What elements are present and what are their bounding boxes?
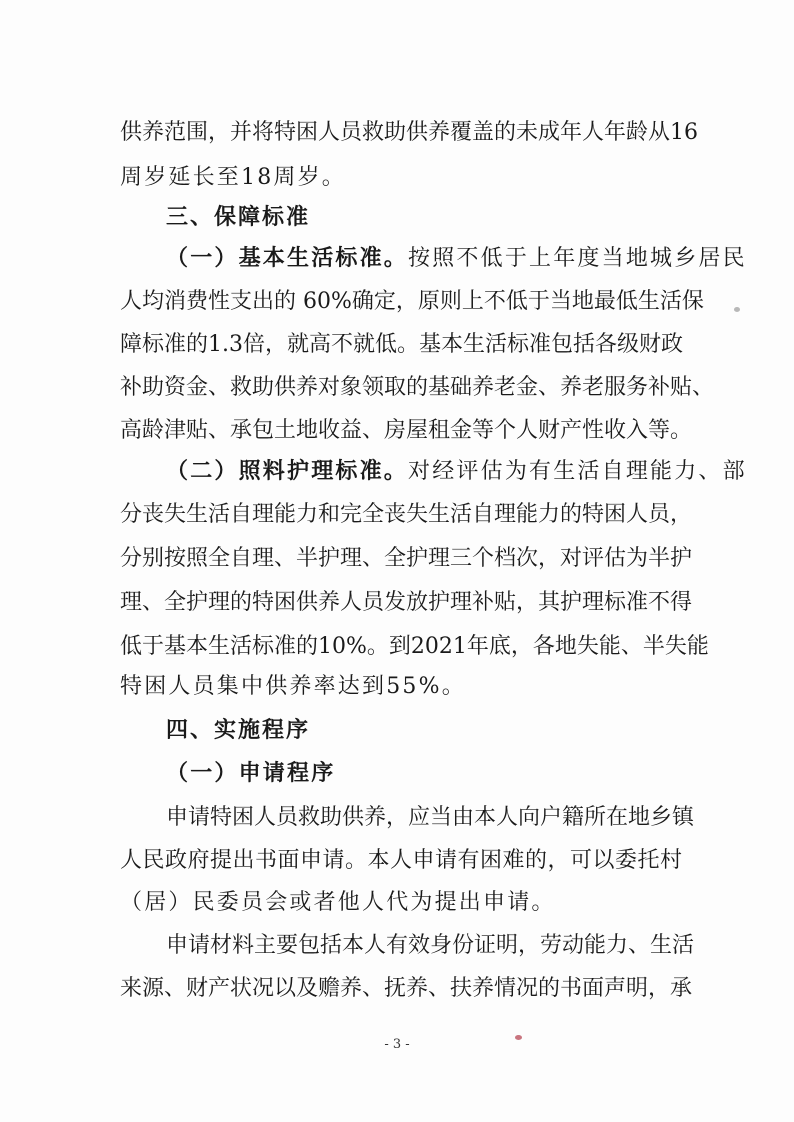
paragraph-line: 人民政府提出书面申请。本人申请有困难的，可以委托村: [120, 848, 682, 873]
paragraph-line: 申请材料主要包括本人有效身份证明，劳动能力、生活: [166, 933, 695, 958]
scan-speck: [515, 1035, 522, 1040]
paragraph-line: 分别按照全自理、半护理、全护理三个档次，对评估为半护: [120, 546, 693, 571]
subsection-title: （一）基本生活标准。: [166, 246, 409, 271]
paragraph-line: 理、全护理的特困供养人员发放护理补贴，其护理标准不得: [120, 590, 693, 615]
paragraph-line: 高龄津贴、承包土地收益、房屋租金等个人财产性收入等。: [120, 418, 693, 443]
paragraph-line: 申请特困人员救助供养，应当由本人向户籍所在地乡镇: [166, 805, 695, 830]
page-number: - 3 -: [384, 1037, 410, 1052]
paragraph-line: [166, 457, 747, 487]
subsection-title: （二）照料护理标准。: [166, 459, 409, 484]
paragraph-text: 对经评估为有生活自理能力、部: [408, 459, 747, 484]
paragraph-line: 特困人员集中供养率达到55%。: [120, 674, 466, 699]
section-heading: 四、实施程序: [166, 718, 311, 743]
paragraph-line: [166, 244, 747, 274]
paragraph-line: 低于基本生活标准的10%。到2021年底，各地失能、半失能: [120, 634, 709, 659]
paragraph-line: （居）民委员会或者他人代为提出申请。: [120, 890, 556, 915]
paragraph-line: 分丧失生活自理能力和完全丧失生活自理能力的特困人员，: [120, 502, 693, 527]
paragraph-line: 障标准的1.3倍，就高不就低。基本生活标准包括各级财政: [120, 332, 683, 357]
section-heading: 三、保障标准: [166, 205, 311, 230]
paragraph-line: 人均消费性支出的 60%确定，原则上不低于当地最低生活保: [120, 289, 704, 314]
paragraph-line: 补助资金、救助供养对象领取的基础养老金、养老服务补贴、: [120, 375, 715, 400]
subsection-heading: （一）申请程序: [166, 761, 336, 786]
paragraph-text: 按照不低于上年度当地城乡居民: [408, 246, 747, 271]
paragraph-line: 供养范围，并将特困人员救助供养覆盖的未成年人年龄从16: [120, 120, 698, 145]
paragraph-line: 周岁延长至18周岁。: [120, 165, 346, 190]
scan-speck: [734, 307, 740, 312]
paragraph-line: 来源、财产状况以及赡养、抚养、扶养情况的书面声明，承: [120, 976, 693, 1001]
